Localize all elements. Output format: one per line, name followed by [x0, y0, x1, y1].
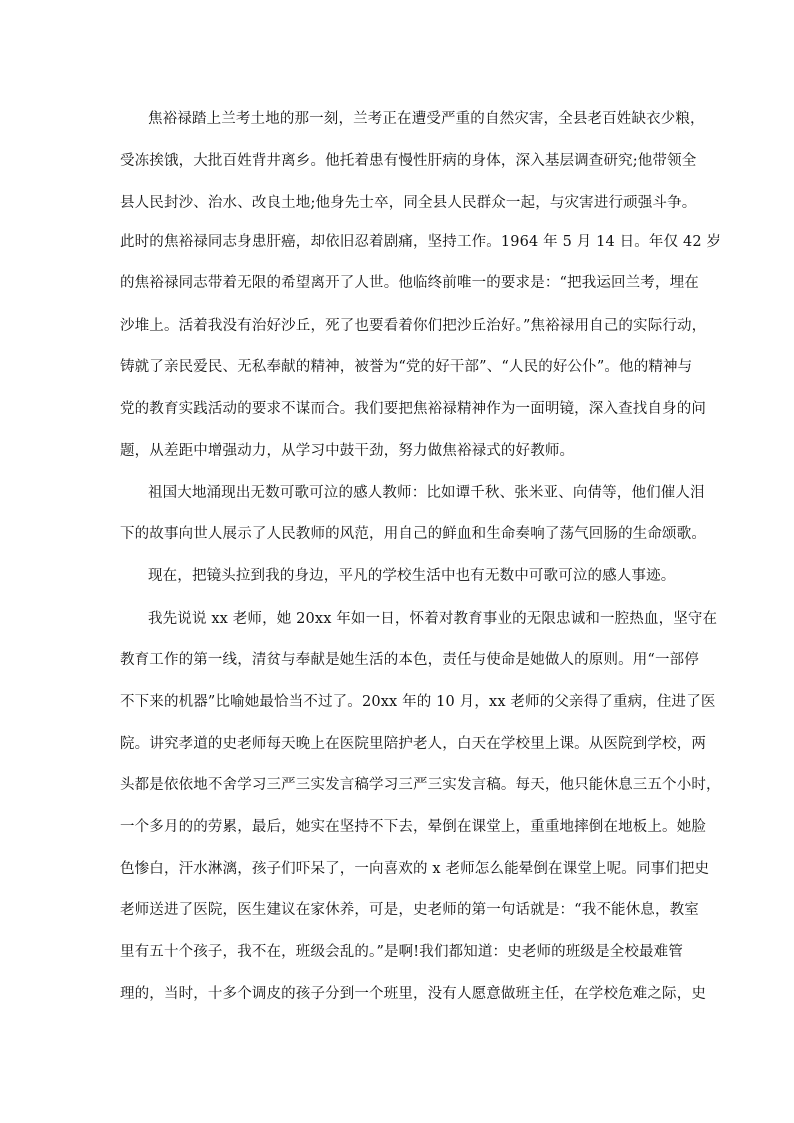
paragraph-line: 沙堆上。活着我没有治好沙丘，死了也要看着你们把沙丘治好。”焦裕禄用自己的实际行动，	[120, 318, 707, 334]
paragraph-line: 受冻挨饿，大批百姓背井离乡。他托着患有慢性肝病的身体，深入基层调查研究;他带领全	[120, 153, 697, 169]
paragraph-line: 现在，把镜头拉到我的身边，平凡的学校生活中也有无数中可歌可泣的感人事迹。	[148, 568, 676, 584]
paragraph-line: 焦裕禄踏上兰考土地的那一刻，兰考正在遭受严重的自然灾害，全县老百姓缺衣少粮，	[148, 111, 705, 127]
paragraph-line: 祖国大地涌现出无数可歌可泣的感人教师：比如谭千秋、张米亚、向倩等，他们催人泪	[148, 485, 705, 501]
paragraph-line: 县人民封沙、治水、改良土地;他身先士卒，同全县人民群众一起，与灾害进行顽强斗争。	[120, 195, 697, 211]
paragraph-line: 院。讲究孝道的史老师每天晚上在医院里陪护老人，白天在学校里上课。从医院到学校，两	[120, 736, 706, 752]
paragraph-line: 不下来的机器”比喻她最恰当不过了。20xx 年的 10 月，xx 老师的父亲得了重病，住进了医	[120, 694, 716, 710]
paragraph-line: 头都是依依地不舍学习三严三实发言稿学习三严三实发言稿。每天，他只能休息三五个小时，	[120, 777, 721, 793]
paragraph-line: 此时的焦裕禄同志身患肝癌，却依旧忍着剧痛，坚持工作。1964 年 5 月 14 日。年仅 42 岁	[120, 234, 722, 250]
paragraph-line: 理的，当时，十多个调皮的孩子分到一个班里，没有人愿意做班主任，在学校危难之际，史	[120, 986, 706, 1002]
paragraph-line: 题，从差距中增强动力，从学习中鼓干劲，努力做焦裕禄式的好教师。	[120, 443, 575, 459]
paragraph-line: 色惨白，汗水淋漓，孩子们吓呆了，一向喜欢的 x 老师怎么能晕倒在课堂上呢。同事们把史	[120, 861, 710, 877]
paragraph-line: 铸就了亲民爱民、无私奉献的精神，被誉为“党的好干部”、“人民的好公仆”。他的精神与	[120, 359, 693, 375]
paragraph-line: 党的教育实践活动的要求不谋而合。我们要把焦裕禄精神作为一面明镜，深入查找自身的问	[120, 401, 706, 417]
paragraph-line: 一个多月的的劳累，最后，她实在坚持不下去，晕倒在课堂上，重重地摔倒在地板上。她脸	[120, 819, 706, 835]
paragraph-line: 教育工作的第一线，清贫与奉献是她生活的本色，责任与使命是她做人的原则。用“一部停	[120, 652, 699, 668]
paragraph-line: 里有五十个孩子，我不在，班级会乱的。”是啊!我们都知道：史老师的班级是全校最难管	[120, 944, 683, 960]
paragraph-line: 的焦裕禄同志带着无限的希望离开了人世。他临终前唯一的要求是：“把我运回兰考，埋在	[120, 275, 699, 291]
paragraph-line: 下的故事向世人展示了人民教师的风范，用自己的鲜血和生命奏响了荡气回肠的生命颂歌。	[120, 526, 706, 542]
paragraph-line: 我先说说 xx 老师，她 20xx 年如一日，怀着对教育事业的无限忠诚和一腔热血，坚守在	[148, 611, 718, 627]
paragraph-line: 老师送进了医院，医生建议在家休养，可是，史老师的第一句话就是：“我不能休息，教室	[120, 902, 699, 918]
